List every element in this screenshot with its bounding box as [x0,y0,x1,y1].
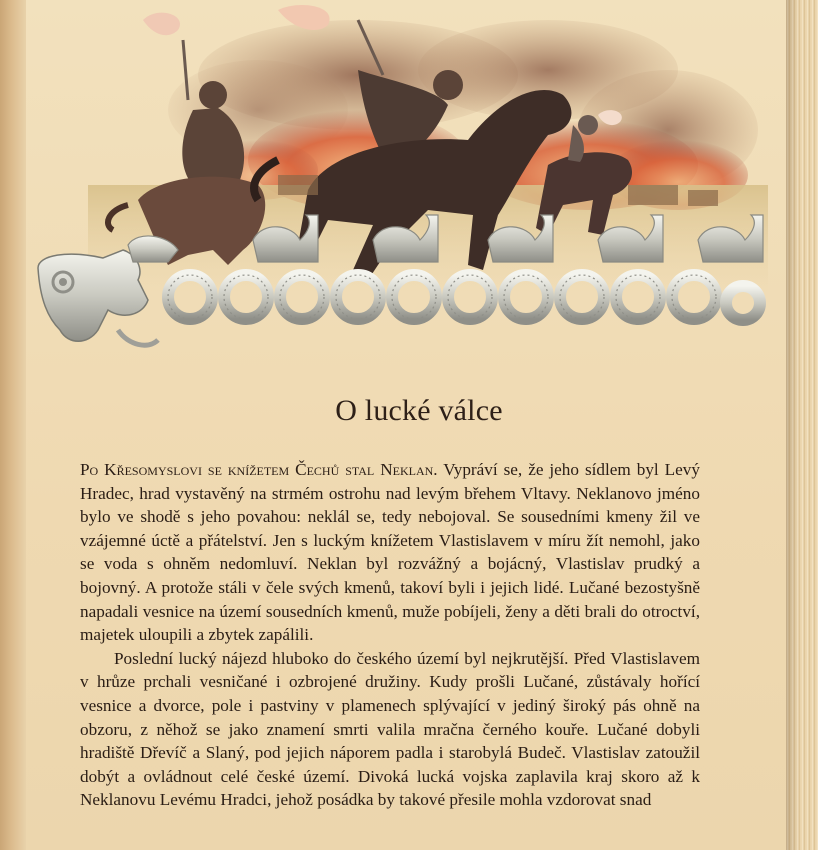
paragraph-2: Poslední lucký nájezd hluboko do českého území byl nejkrutější. Před Vlastislavem v hrůze prchali vesničané i ozbrojené družiny. Kudy prošli Lučané, zůstávaly hořící vesnice a dvorce, pole i pastviny v plamenech splývající v jediný široký pás ohně na obzoru, z něhož se jako znamení smrti valila mračna černého kouře. Lučané dobyli hradiště Dřevíč a Slaný, pod jejich náporem padla i starobylá Budeč. Vlastislav zatoužil dobýt a ovládnout celé české území. Divoká lucká vojska zaplavila kraj skoro až k Neklanovu Levému Hradci, jehož posádka by takové přesile mohla vzdorovat snad [80,648,700,810]
chapter-illustration [28,0,788,370]
chapter-text [80,458,700,812]
chapter-title: O lucké válce [335,394,503,427]
paragraph-1 [80,458,700,647]
lead-in-smallcaps: Po Křesomyslovi se knížetem Čechů stal Neklan. [80,460,438,479]
paragraph-1-body: Vypráví se, že jeho sídlem byl Levý Hradec, hrad vystavěný na strmém ostrohu nad levým břehem Vltavy. Neklanovo jméno bylo ve shodě s jeho povahou: neklál se, tedy nebojoval. Se sousedními kmeny žil ve vzájemné úctě a přátelství. Jen s luckým knížetem Vlastislavem v míru žít nemohl, jako se voda s ohněm nedomluví. Neklan byl rozvážný a bojácný, Vlastislav prudký a bojovný. A protože stáli v čele svých kmenů, takoví byli i jejich lidé. Lučané bezostyšně napadali vesnice na území sousedních kmenů, muže pobíjeli, ženy a děti brali do otroctví, majetek uloupili a zbytek zapálili. [80,460,700,645]
